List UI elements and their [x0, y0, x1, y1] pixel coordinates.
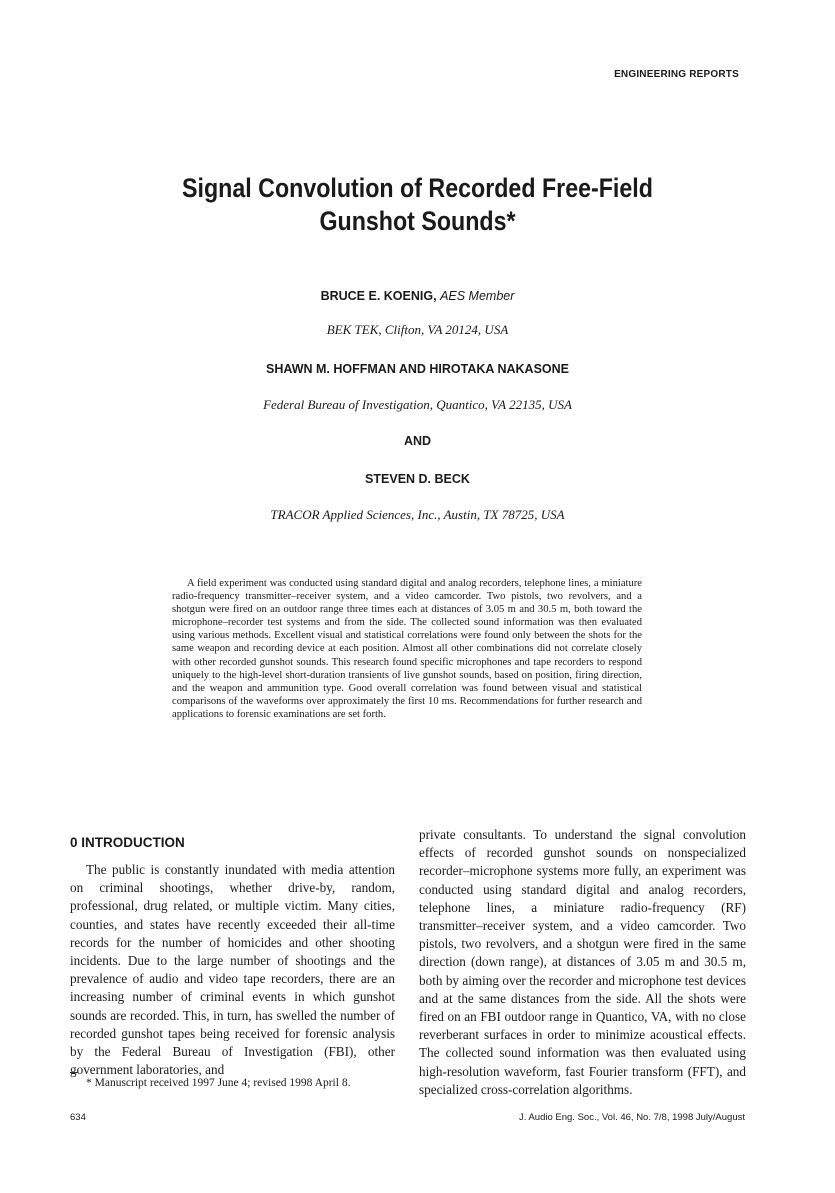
body-right-column: private consultants. To understand the signal convolution effects of recorded gunshot sounds on nonspecialized recorder–microphone systems more fully, an experiment was conducted using standard digital and analog recorders, telephone lines, a miniature radio-frequency (RF) transmitter–receiver system, and a video camcorder. Two pistols, two revolvers, and a shotgun were fired in the same direction (down range), at distances of 3.05 m and 30.5 m, both by aiming over the recorder and microphone test devices and at the same distances from the side. All the shots were fired on an FBI outdoor range in Quantico, VA, with no close reverberant surfaces in order to minimize acoustical effects. The collected sound information was then evaluated using high-resolution waveform, fast Fourier transform (FFT), and specialized cross-correlation algorithms. [419, 827, 746, 1097]
footnote-rule [70, 1072, 78, 1073]
author-conjunction: AND [403, 434, 432, 448]
author-1-name: BRUCE E. KOENIG, [320, 289, 437, 303]
author-3: STEVEN D. BECK [365, 472, 470, 486]
footnote: * Manuscript received 1997 June 4; revised 1998 April 8. [86, 1077, 351, 1089]
author-3-affiliation: TRACOR Applied Sciences, Inc., Austin, TX 78725, USA [270, 507, 565, 522]
title-line-1: Signal Convolution of Recorded Free-Field [182, 173, 653, 203]
abstract: A field experiment was conducted using standard digital and analog recorders, telephone lines, a miniature radio-frequency transmitter–receiver system, and a video camcorder. Two pistols, two revolvers, and a shotgun were fired on an outdoor range three times each at distances of 3.05 m and 30.5 m, both toward the microphone–recorder test systems and from the side. The collected sound information was then evaluated using various methods. Excellent visual and statistical correlations were found only between the shots for the same weapon and recording device at each position. Almost all other combinations did not correlate closely with other recorded gunshot sounds. This research found specific microphones and tape recorders to respond uniquely to the high-level short-duration transients of live gunshot sounds, based on position, firing direction, and the weapon and ammunition type. Good overall correlation was found between visual and statistical comparisons of the waveforms over approximately the first 10 ms. Recommendations for further research and applications to forensic examinations are set forth. [172, 578, 642, 720]
author-1-affiliation: BEK TEK, Clifton, VA 20124, USA [326, 322, 509, 337]
author-2: SHAWN M. HOFFMAN AND HIROTAKA NAKASONE [266, 362, 569, 376]
section-label: ENGINEERING REPORTS [614, 69, 739, 80]
section-heading: 0 INTRODUCTION [70, 835, 185, 850]
body-left-column: The public is constantly inundated with media attention on criminal shootings, whether drive-by, random, professional, drug related, or multiple victim. Many cities, counties, and states have recently exceeded their all-time records for the number of homicides and other shooting incidents. Due to the large number of shootings and the prevalence of audio and video tape recorders, there are an increasing number of criminal events in which gunshot sounds are recorded. This, in turn, has swelled the number of recorded gunshot tapes being received for forensic analysis by the Federal Bureau of Investigation (FBI), other government laboratories, and [70, 862, 395, 1078]
author-2-affiliation: Federal Bureau of Investigation, Quantico, VA 22135, USA [263, 397, 572, 412]
author-1 [0, 289, 835, 303]
author-1-membership: AES Member [440, 289, 515, 303]
title-line-2: Gunshot Sounds* [319, 206, 516, 236]
journal-reference: J. Audio Eng. Soc., Vol. 46, No. 7/8, 1998 July/August [518, 1112, 745, 1123]
page-number: 634 [70, 1112, 86, 1123]
paper-title [58, 172, 776, 238]
